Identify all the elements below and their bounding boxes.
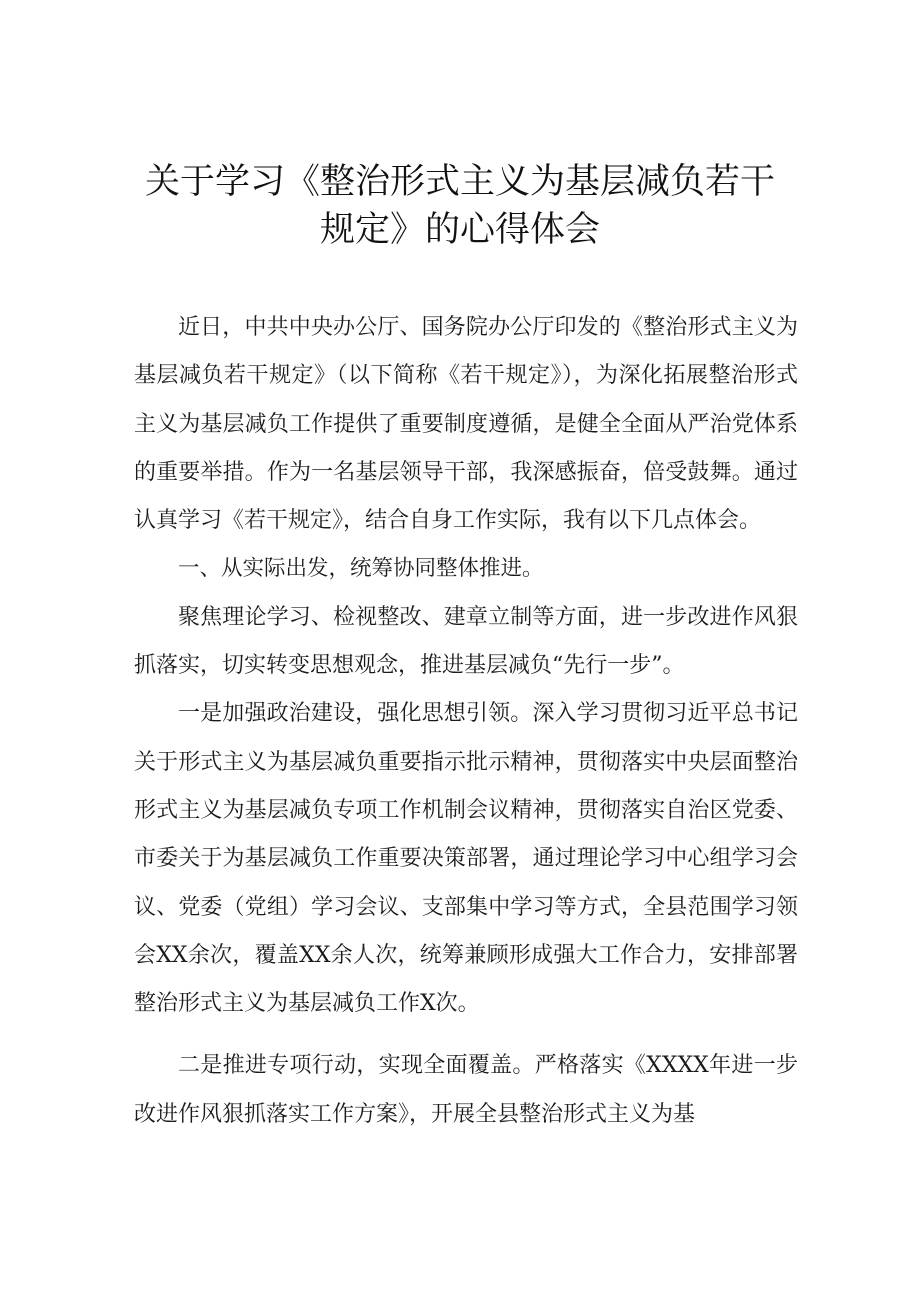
title-line-2: 规定》的心得体会: [319, 210, 600, 250]
paragraph-point-1: 一是加强政治建设，强化思想引领。深入学习贯彻习近平总书记关于形式主义为基层减负重要指示批示精神，贯彻落实中央层面整治形式主义为基层减负专项工作机制会议精神，贯彻落实自治区党委、市委关于为基层减负工作重要决策部署，通过理论学习中心组学习会议、党委（党组）学习会议、支部集中学习等方式，全县范围学习领会XX余次，覆盖XX余人次，统筹兼顾形成强大工作合力，安排部署整治形式主义为基层减负工作X次。: [134, 701, 798, 1017]
document-body: [134, 304, 798, 1139]
paragraph-section-1-summary: 聚焦理论学习、检视整改、建章立制等方面，进一步改进作风狠抓落实，切实转变思想观念，推进基层减负“先行一步”。: [134, 604, 798, 679]
title-line-1: 关于学习《整治形式主义为基层减负若干: [144, 162, 775, 202]
paragraph-intro: 近日，中共中央办公厅、国务院办公厅印发的《整治形式主义为基层减负若干规定》（以下简称《若干规定》），为深化拓展整治形式主义为基层减负工作提供了重要制度遵循，是健全全面从严治党体系的重要举措。作为一名基层领导干部，我深感振奋，倍受鼓舞。通过认真学习《若干规定》，结合自身工作实际，我有以下几点体会。: [134, 315, 798, 534]
paragraph-point-2: 二是推进专项行动，实现全面覆盖。严格落实《XXXX年进一步改进作风狠抓落实工作方案》，开展全县整治形式主义为基: [134, 1053, 798, 1127]
section-heading-1: 一、从实际出发，统筹协同整体推进。: [178, 556, 544, 582]
document-title: [100, 158, 820, 254]
